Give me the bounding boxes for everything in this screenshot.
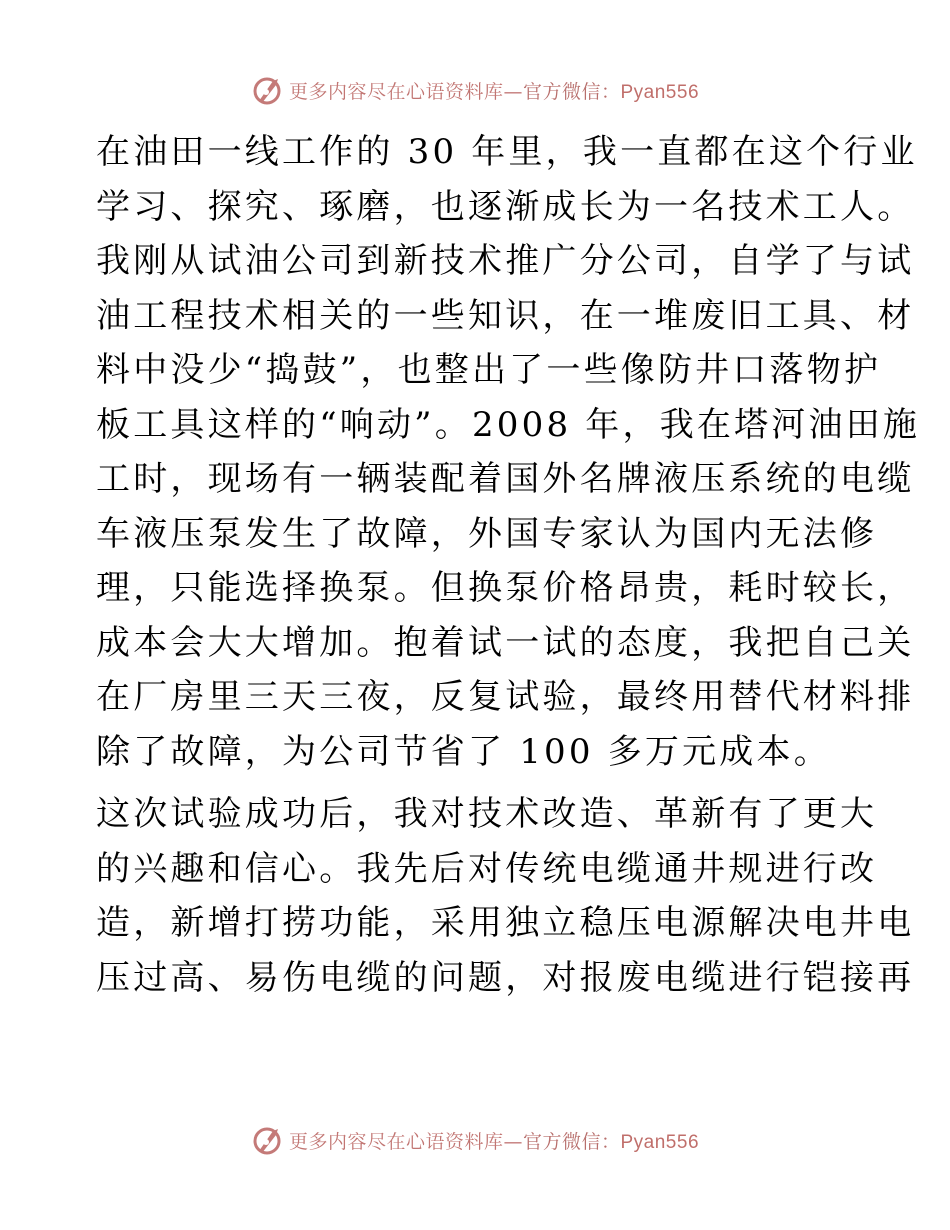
watermark-main: 更多内容尽在心语资料库 <box>288 1130 504 1153</box>
header-watermark <box>0 72 950 108</box>
text-line: 成本会大大增加。抱着试一试的态度，我把自己关 <box>96 622 915 663</box>
text-line: 理，只能选择换泵。但换泵价格昂贵，耗时较长， <box>96 568 915 608</box>
pen-seal-icon <box>251 73 285 107</box>
text-line: 车液压泵发生了故障，外国专家认为国内无法修 <box>96 513 878 554</box>
watermark-text <box>289 77 699 104</box>
text-line: 的兴趣和信心。我先后对传统电缆通井规进行改 <box>96 848 878 889</box>
text-line: 工时，现场有一辆装配着国外名牌液压系统的电缆 <box>96 459 915 499</box>
text-line: 在厂房里三天三夜，反复试验，最终用替代材料排 <box>96 677 915 717</box>
text-line: 在油田一线工作的 30 年里，我一直都在这个行业 <box>96 132 918 172</box>
watermark-main: 更多内容尽在心语资料库 <box>288 80 504 103</box>
text-line: 我刚从试油公司到新技术推广分公司，自学了与试 <box>96 241 915 281</box>
text-line: 除了故障，为公司节省了 100 多万元成本。 <box>96 731 831 772</box>
watermark-sub: 官方微信： <box>522 80 621 103</box>
paragraph-2 <box>96 787 915 1005</box>
text-line: 油工程技术相关的一些知识，在一堆废旧工具、材 <box>96 295 915 336</box>
text-line: 压过高、易伤电缆的问题，对报废电缆进行铠接再 <box>96 957 915 998</box>
watermark-id: Pyan556 <box>620 1131 700 1153</box>
watermark-id: Pyan556 <box>620 81 700 103</box>
text-line: 料中没少“捣鼓”，也整出了一些像防井口落物护 <box>96 350 882 390</box>
text-line: 造，新增打捞功能，采用独立稳压电源解决电井电 <box>96 903 915 943</box>
watermark-text <box>289 1127 699 1154</box>
pen-seal-icon <box>251 1123 285 1157</box>
document-body <box>96 125 921 1005</box>
paragraph-1 <box>96 125 921 779</box>
watermark-separator: — <box>503 80 523 103</box>
text-line: 板工具这样的“响动”。2008 年，我在塔河油田施 <box>96 404 921 445</box>
watermark-sub: 官方微信： <box>522 1130 621 1153</box>
text-line: 这次试验成功后，我对技术改造、革新有了更大 <box>96 794 878 834</box>
footer-watermark <box>0 1122 950 1158</box>
watermark-separator: — <box>503 1130 523 1153</box>
text-line: 学习、探究、琢磨，也逐渐成长为一名技术工人。 <box>96 186 915 227</box>
